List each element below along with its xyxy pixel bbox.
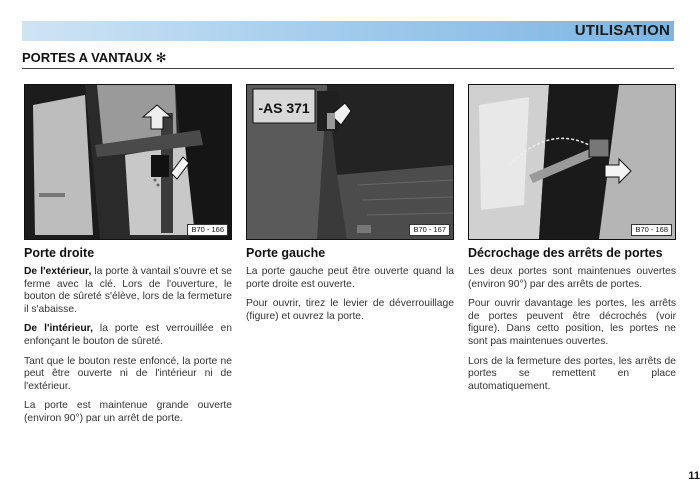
column-door-stops [468, 84, 676, 400]
paragraph-text: la porte est verrouillée en enfonçant le bouton de sûreté. [24, 323, 233, 347]
figure-reference: B70 - 168 [631, 224, 672, 236]
door-latch-illustration [247, 85, 453, 239]
paragraph-text: Pour ouvrir davantage les portes, les arrêts de portes peuvent être décrochés (voir figure). Dans cetto position, les portes ne sont pas maintenues ouvertes. [468, 298, 676, 347]
paragraph-text: Lors de la fermeture des portes, les arrêts de portes se remettent en place automatiquement. [468, 355, 676, 392]
paragraph-lead: De l'intérieur, [24, 323, 93, 335]
header-band [22, 21, 674, 41]
figure-reference: B70 - 167 [409, 224, 450, 236]
license-plate-text: -AS 371 [258, 100, 310, 116]
paragraph-text: Pour ouvrir, tirez le levier de déverrouillage (figure) et ouvrez la porte. [246, 298, 454, 322]
paragraph-text: la porte à vantail s'ouvre et se ferme avec la clé. Lors de l'ouverture, le bouton de sûreté s'élève, lors de la fermeture il s'abaisse. [24, 266, 232, 315]
section-title: UTILISATION [574, 22, 670, 39]
paragraph-text: La porte gauche peut être ouverte quand la porte droite est ouverte. [246, 266, 454, 290]
page-title: PORTES A VANTAUX ✻ [22, 50, 167, 65]
paragraph [24, 400, 232, 425]
door-stop-illustration [469, 85, 675, 239]
page-number: 11 [688, 470, 700, 482]
door-interior-illustration [25, 85, 231, 239]
photo-left-door [246, 84, 454, 240]
paragraph-text: Tant que le bouton reste enfoncé, la porte ne peut être ouverte ni de l'intérieur ni de l'extérieur. [24, 355, 232, 392]
photo-right-door [24, 84, 232, 240]
paragraph [468, 356, 676, 394]
title-divider [22, 68, 674, 69]
photo-door-stops [468, 84, 676, 240]
paragraph [246, 298, 454, 323]
paragraph [24, 266, 232, 316]
paragraph-lead: De l'extérieur, [24, 266, 92, 277]
paragraph [468, 266, 676, 291]
column-left-door [246, 84, 454, 330]
figure-reference: B70 - 166 [187, 224, 228, 236]
paragraph [24, 356, 232, 394]
section-heading: Porte droite [24, 246, 95, 260]
paragraph [24, 323, 232, 348]
section-heading: Décrochage des arrêts de portes [468, 246, 663, 260]
paragraph-text: La porte est maintenue grande ouverte (environ 90°) par un arrêt de porte. [24, 400, 232, 424]
paragraph-text: Les deux portes sont maintenues ouvertes (environ 90°) par des arrêts de portes. [468, 266, 676, 290]
paragraph [468, 298, 676, 348]
section-heading: Porte gauche [246, 246, 326, 260]
paragraph [246, 266, 454, 291]
column-right-door [24, 84, 232, 433]
